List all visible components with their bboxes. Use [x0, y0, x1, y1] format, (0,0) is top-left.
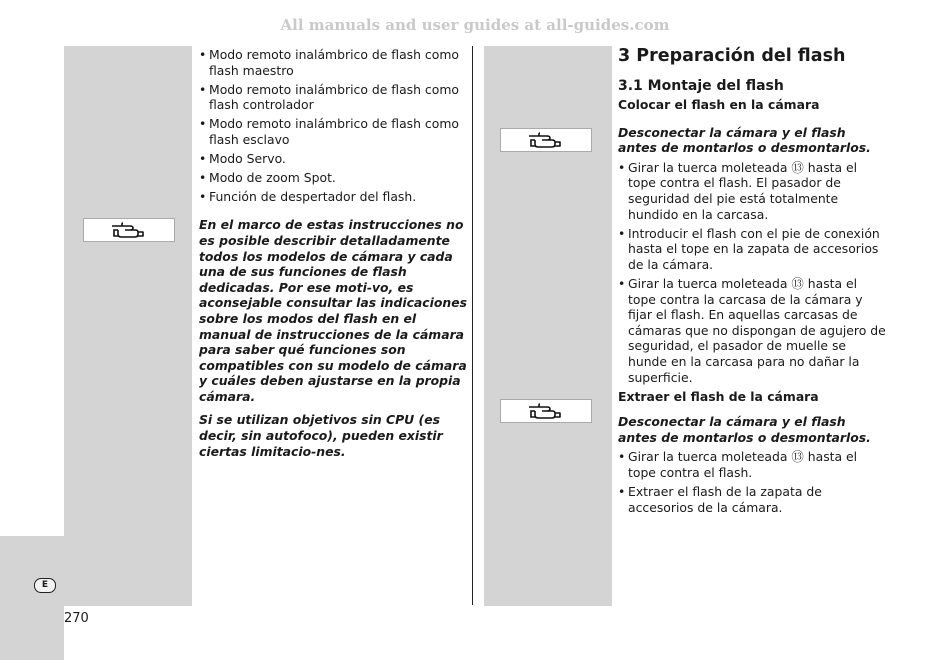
corner-tab	[0, 536, 64, 660]
list-item: • Introducir el flash con el pie de conexión hasta el tope en la zapata de accesorios de la cámara.	[618, 226, 886, 273]
left-column	[199, 47, 467, 467]
list-item: • Girar la tuerca moleteada ⑬ hasta el tope contra la carcasa de la cámara y fijar el flash. En aquellas carcasas de cámaras que no dispongan de agujero de seguridad, el pasador de muelle se hunde en la carcasa para no dañar la superficie.	[618, 276, 886, 385]
pointing-hand-icon	[83, 218, 175, 242]
section-title: 3.1 Montaje del flash	[618, 78, 784, 94]
column-divider	[472, 46, 473, 605]
list-item: • Extraer el flash de la zapata de accesorios de la cámara.	[618, 484, 886, 515]
chapter-title: 3 Preparación del flash	[618, 46, 846, 66]
remove-warning: Desconectar la cámara y el flash antes de montarlos o desmontarlos.	[618, 414, 871, 445]
list-item: • Modo remoto inalámbrico de flash como flash maestro	[199, 47, 467, 78]
list-item: • Función de despertador del flash.	[199, 189, 467, 205]
watermark: All manuals and user guides at all-guides.com	[280, 16, 670, 34]
list-item: • Modo de zoom Spot.	[199, 170, 467, 186]
left-margin-band	[64, 46, 192, 606]
list-item: • Modo remoto inalámbrico de flash como flash esclavo	[199, 116, 467, 147]
list-item: • Girar la tuerca moleteada ⑬ hasta el tope contra el flash. El pasador de seguridad del pie está totalmente hundido en la carcasa.	[618, 160, 886, 222]
list-item: • Modo Servo.	[199, 151, 467, 167]
language-badge: E	[34, 578, 56, 593]
mount-heading: Colocar el flash en la cámara	[618, 97, 820, 112]
list-item: • Modo remoto inalámbrico de flash como flash controlador	[199, 82, 467, 113]
pointing-hand-icon	[500, 128, 592, 152]
note-camera-models: En el marco de estas instrucciones no es posible describir detalladamente todos los modelos de cámara y cada una de sus funciones de flash dedicadas. Por ese moti-vo, es aconsejable consultar las indicaciones sobre los modos del flash en el manual de instrucciones de la cámara para saber qué funciones son compatibles con su modelo de cámara y cuáles deben ajustarse en la propia cámara.	[199, 217, 467, 404]
pointing-hand-icon	[500, 399, 592, 423]
feature-list	[199, 47, 467, 205]
mount-warning: Desconectar la cámara y el flash antes de montarlos o desmontarlos.	[618, 124, 871, 156]
list-item: • Girar la tuerca moleteada ⑬ hasta el tope contra el flash.	[618, 449, 886, 480]
right-column	[618, 45, 886, 519]
page-number: 270	[64, 611, 89, 626]
remove-heading: Extraer el flash de la cámara	[618, 388, 819, 404]
remove-steps	[618, 449, 886, 515]
mount-steps	[618, 160, 886, 385]
note-non-cpu-lenses: Si se utilizan objetivos sin CPU (es decir, sin autofoco), pueden existir ciertas limitacio-nes.	[199, 412, 443, 459]
